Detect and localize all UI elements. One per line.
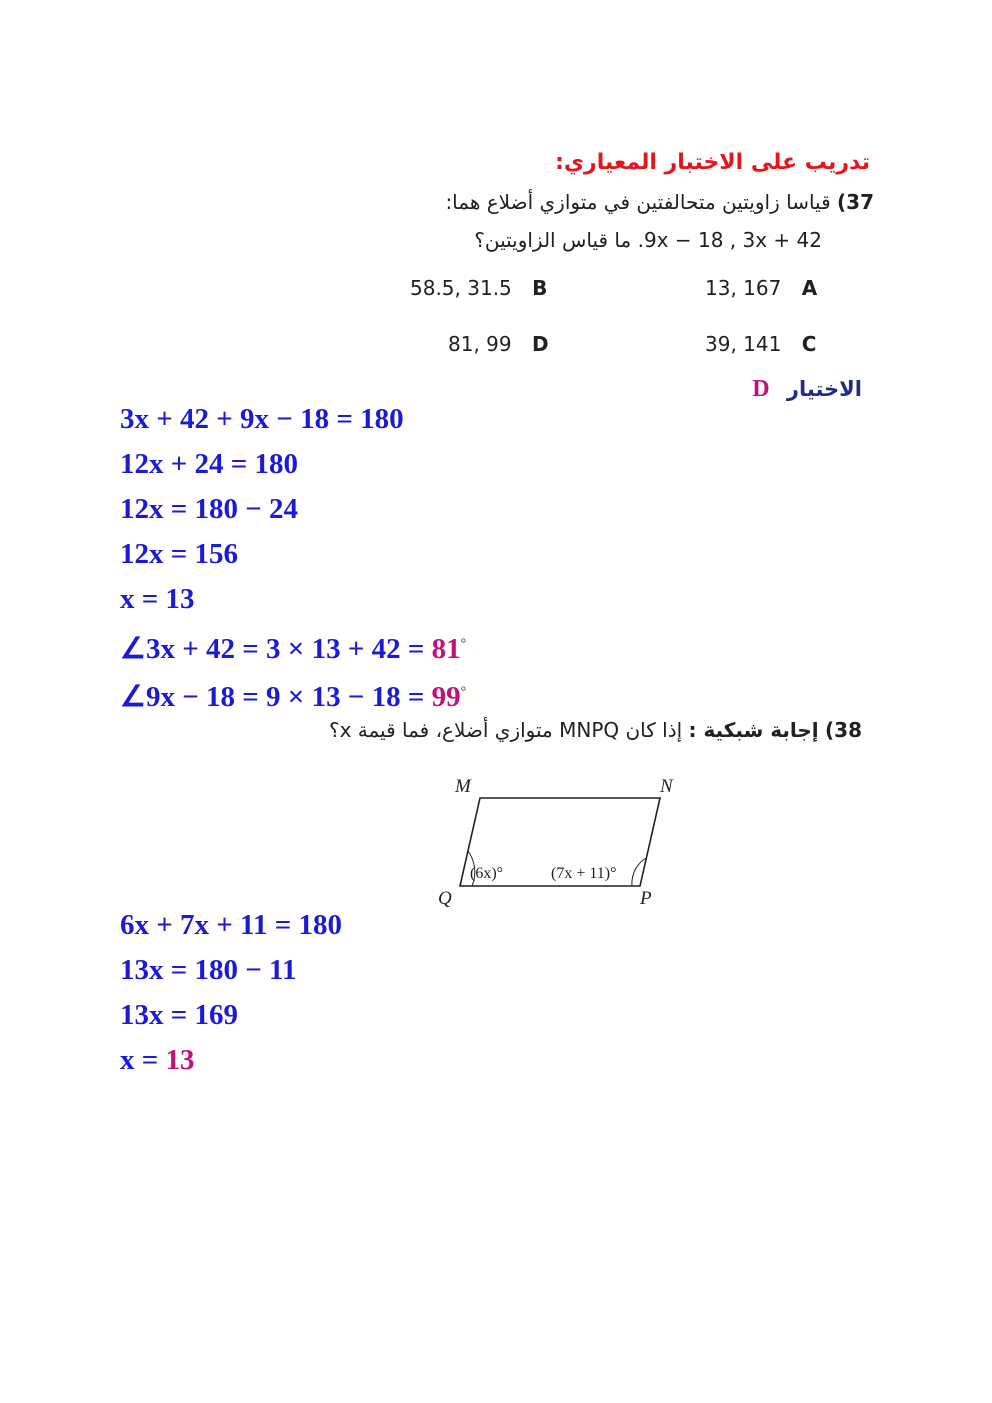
angle-q-label: (6x)° (470, 865, 504, 882)
option-a-label: A (801, 276, 818, 300)
solution-37-step-2: 12x + 24 = 180 (120, 448, 299, 480)
answer-letter: D (752, 376, 770, 402)
vertex-p-label: P (640, 888, 652, 909)
solution-38-step-1: 6x + 7x + 11 = 180 (120, 909, 342, 941)
question-37-number: 37) (837, 190, 874, 214)
solution-37-step-4: 12x = 156 (120, 538, 239, 570)
angle-2-value: 99 (431, 681, 461, 713)
option-c-value: 39, 141 (705, 332, 782, 356)
option-c-label: C (801, 332, 817, 356)
vertex-n-label: N (660, 776, 673, 797)
angle-p-label: (7x + 11)° (551, 865, 617, 882)
angle-2-equation (120, 679, 466, 714)
vertex-m-label: M (455, 776, 471, 797)
question-38-text: إذا كان MNPQ متوازي أضلاع، فما قيمة x؟ (328, 718, 683, 742)
answer-label: الاختيار (786, 377, 862, 401)
final-answer-lhs: x = (120, 1044, 166, 1076)
solution-37-step-5: x = 13 (120, 583, 195, 615)
option-b-value: 58.5, 31.5 (410, 276, 512, 300)
angle-1-value: 81 (431, 633, 461, 665)
question-37-text: قياسا زاويتين متحالفتين في متوازي أضلاع هما: (445, 190, 831, 214)
option-b-label: B (532, 276, 548, 300)
option-a (705, 276, 817, 300)
angle-1-lhs: ∠3x + 42 = 3 × 13 + 42 = (120, 633, 432, 665)
question-37-line2: 9x − 18 , 3x + 42. ما قياس الزاويتين؟ (474, 228, 822, 252)
question-38-number: 38) (825, 718, 862, 742)
angle-2-lhs: ∠9x − 18 = 9 × 13 − 18 = (120, 681, 432, 713)
question-38-keyword: إجابة شبكية : (688, 718, 819, 742)
solution-38-step-2: 13x = 180 − 11 (120, 954, 297, 986)
question-38 (329, 718, 862, 742)
section-heading: تدريب على الاختبار المعياري: (555, 150, 870, 175)
angle-1-equation (120, 631, 466, 666)
solution-37-step-3: 12x = 180 − 24 (120, 493, 299, 525)
option-b (410, 276, 547, 300)
angle-2-degree: ° (460, 684, 467, 700)
solution-37-step-1: 3x + 42 + 9x − 18 = 180 (120, 403, 404, 435)
option-d-label: D (531, 332, 549, 356)
final-answer (120, 1044, 195, 1077)
vertex-q-label: Q (438, 888, 452, 909)
option-d (448, 332, 549, 356)
option-d-value: 81, 99 (448, 332, 512, 356)
option-c (705, 332, 816, 356)
option-a-value: 13, 167 (705, 276, 782, 300)
solution-38-step-3: 13x = 169 (120, 999, 239, 1031)
question-37-line1 (445, 190, 874, 214)
final-answer-value: 13 (165, 1044, 195, 1076)
parallelogram-figure (420, 768, 710, 912)
answer-choice (752, 376, 862, 403)
angle-1-degree: ° (460, 636, 467, 652)
